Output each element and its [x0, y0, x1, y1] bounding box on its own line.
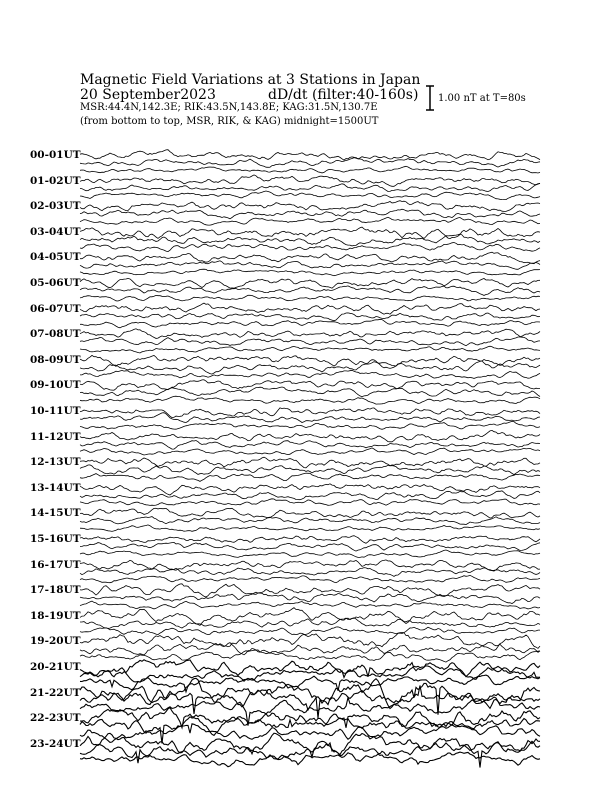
trace-rik — [80, 387, 540, 397]
hour-label: 02-03UT — [30, 200, 81, 213]
trace-kag — [80, 201, 540, 212]
trace-kag — [80, 303, 540, 314]
trace-kag — [80, 457, 540, 468]
trace-rik — [80, 618, 540, 629]
scale-bar-label: 1.00 nT at T=80s — [438, 93, 526, 104]
trace-kag — [80, 227, 540, 239]
trace-msr — [80, 166, 540, 173]
hour-label: 09-10UT — [30, 379, 81, 392]
trace-msr — [80, 421, 540, 429]
hour-label: 03-04UT — [30, 225, 81, 238]
trace-rik — [80, 686, 540, 714]
trace-kag — [80, 150, 540, 160]
trace-kag — [80, 536, 540, 544]
trace-msr — [80, 499, 540, 506]
trace-msr — [80, 346, 540, 353]
trace-rik — [80, 209, 540, 219]
chart-title: Magnetic Field Variations at 3 Stations in Japan — [80, 72, 421, 88]
trace-msr — [80, 191, 540, 200]
trace-rik — [80, 517, 540, 525]
trace-rik — [80, 413, 540, 423]
hour-label: 07-08UT — [30, 328, 81, 341]
trace-rik — [80, 717, 540, 744]
trace-kag — [80, 329, 540, 339]
trace-kag — [80, 584, 540, 597]
hour-label: 18-19UT — [30, 609, 81, 622]
hour-label: 23-24UT — [30, 737, 81, 750]
trace-msr — [80, 473, 540, 481]
trace-rik — [80, 184, 540, 192]
trace-kag — [80, 380, 540, 390]
trace-msr — [80, 269, 540, 276]
trace-msr — [80, 550, 540, 557]
trace-rik — [80, 441, 540, 450]
trace-msr — [80, 217, 540, 225]
hour-label: 20-21UT — [30, 661, 81, 673]
hour-label: 11-12UT — [30, 430, 81, 443]
hour-label: 08-09UT — [30, 353, 81, 366]
trace-kag — [80, 252, 540, 264]
trace-msr — [80, 319, 540, 328]
trace-msr — [80, 601, 540, 609]
hour-label: 05-06UT — [30, 277, 81, 289]
trace-rik — [80, 337, 540, 346]
trace-kag — [80, 608, 540, 626]
chart-date: 20 September2023 — [80, 87, 216, 103]
trace-kag — [80, 508, 540, 518]
trace-msr — [80, 295, 540, 301]
hour-label: 17-18UT — [30, 584, 81, 597]
hour-label: 16-17UT — [30, 558, 81, 571]
trace-kag — [80, 708, 540, 728]
trace-msr — [80, 370, 540, 378]
chart-quantity: dD/dt (filter:40-160s) — [268, 87, 419, 103]
hour-label: 19-20UT — [30, 635, 81, 648]
trace-rik — [80, 568, 540, 577]
hour-label: 04-05UT — [30, 251, 81, 264]
hour-label: 01-02UT — [30, 174, 81, 187]
hour-label: 22-23UT — [30, 712, 81, 725]
trace-kag — [80, 430, 540, 441]
hour-label: 15-16UT — [30, 533, 81, 545]
trace-rik — [80, 542, 540, 551]
hour-label: 00-01UT — [30, 149, 81, 161]
hour-label: 10-11UT — [30, 405, 81, 417]
trace-kag — [80, 660, 540, 678]
trace-kag — [80, 355, 540, 366]
trace-rik — [80, 361, 540, 374]
trace-msr — [80, 243, 540, 252]
hour-label: 06-07UT — [30, 302, 81, 315]
hour-label: 13-14UT — [30, 481, 81, 494]
trace-msr — [80, 448, 540, 455]
hour-label: 21-22UT — [30, 686, 81, 699]
trace-kag — [80, 733, 540, 757]
trace-kag — [80, 633, 540, 651]
trace-msr — [80, 724, 540, 743]
trace-rik — [80, 158, 540, 168]
hour-label: 14-15UT — [30, 507, 81, 520]
trace-kag — [80, 278, 540, 288]
trace-msr — [80, 650, 540, 662]
trace-kag — [80, 484, 540, 495]
trace-msr — [80, 575, 540, 582]
trace-rik — [80, 491, 540, 500]
trace-kag — [80, 408, 540, 418]
trace-kag — [80, 175, 540, 186]
trace-msr — [80, 396, 540, 404]
trace-rik — [80, 592, 540, 603]
station-order-note: (from bottom to top, MSR, RIK, & KAG) midnight=1500UT — [80, 116, 379, 127]
station-coordinates: MSR:44.4N,142.3E; RIK:43.5N,143.8E; KAG:31.5N,130.7E — [80, 102, 378, 113]
trace-msr — [80, 525, 540, 532]
hour-label: 12-13UT — [30, 456, 81, 469]
trace-rik — [80, 261, 540, 270]
trace-kag — [80, 678, 540, 718]
trace-rik — [80, 313, 540, 321]
trace-msr — [80, 627, 540, 635]
trace-msr — [80, 672, 540, 692]
trace-rik — [80, 286, 540, 296]
